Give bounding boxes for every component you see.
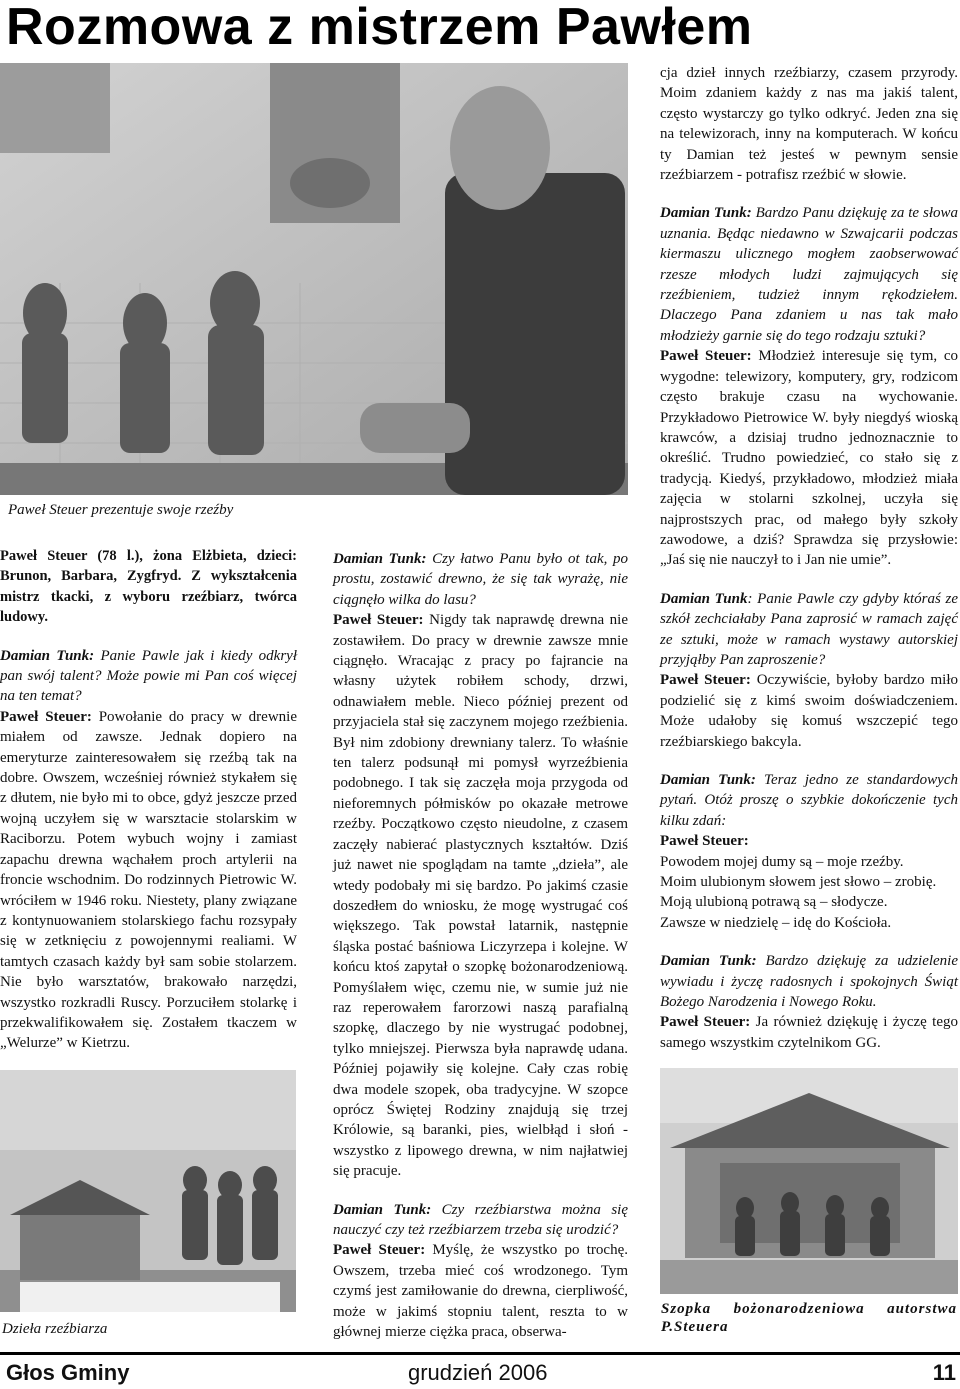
- footer-date: grudzień 2006: [408, 1360, 548, 1385]
- footer-page-number: 11: [932, 1360, 956, 1385]
- photo-caption-bottom-right-text: Szopka bożonarodzeniowa autorstwa P.Steuera: [661, 1301, 957, 1335]
- answer-3-speaker: Paweł Steuer:: [333, 1242, 426, 1259]
- question-3: [333, 1200, 628, 1241]
- photo-artist-image: [0, 63, 628, 495]
- question-7: [660, 951, 958, 1012]
- question-5-speaker: Damian Tunk: [660, 590, 748, 607]
- answer-2-text: Nigdy tak naprawdę drewna nie zostawiłem. Do pracy w drewnie zawsze mnie ciągnęło. Wracając z pracy po fajrancie na własny użytek robiłem schody, drzwi, odnawiałem meble. Nieco później prezent od przyjaciela stał się zaczynem mojego rzeźbienia. Był nim zdobiony drewniany talerz. To właśnie ten talerz podsunął mi pomysł wyrzeźbienia podobnego. I tak się zaczęła moja przygoda od nieforemnych półmisków po okazałe metrowe rzeźby. Początkowo często nieudolne, z czasem zaczęły nabierać plastycznych kształtów. Dziś już nawet nie spoglądam na tamte „dzieła”, ale wtedy podobały mi się bardzo. Po jakimś czasie doszedłem do wniosku, że mogę wystrugać coś większego. Tak powstał latarnik, następnie śląska postać baśniowa Liczyrzepa i kolejne. W końcu ktoś zapytał o szopkę bożonarodzeniową. Pomyślałem więc, czemu nie, w sumie już nie raz reperowałem farorzowi naszą parafialną szopkę, dlaczego by nie wystrugać podobnej, tylko mniejszej. Pierwsza była naprawdę udana. Później pojawiły się kolejne. Cały czas robię dwa modele szopek, oba tradycyjne. W szopce oprócz Świętej Rodziny znajdują się trzej Królowie, są baranki, pies, wielbłąd i słoń - wszystko z lipowego drewna, w nim najłatwiej się pracuje.: [333, 612, 628, 1180]
- question-6-text: Teraz jedno ze standardowych pytań. Otóż proszę o szybkie dokończenie tych kilku zdań:: [660, 772, 958, 829]
- answer-2: [333, 610, 628, 1181]
- question-1-text: Panie Pawle jak i kiedy odkrył pan swój talent? Może powie mi Pan coś więcej na ten temat?: [0, 647, 298, 705]
- question-7-text: Bardzo dziękuję za udzielenie wywiadu i życzę radosnych i spokojnych Świąt Bożego Narodzenia i Nowego Roku.: [660, 953, 959, 1011]
- answer-3-continued: cja dzieł innych rzeźbiarzy, czasem przyrody. Moim zdaniem każdy z nas ma jakiś talent, często wystarczy go tylko odkryć. Jeden zna się na telewizorach, inny na komputerach. W końcu ty Damian też jesteś w pewnym sensie rzeźbiarzem - potrafisz rzeźbić w słowie.: [660, 65, 958, 184]
- question-5-text: : Panie Pawle czy gdyby któraś ze szkół zechciałaby Pana zaprosić w ramach zajęć ze sztuki, może w ramach wystawy autorskiej przyjąłby Pan zaproszenie?: [660, 590, 958, 668]
- column-2: [333, 549, 628, 1342]
- photo-sculptures-image: [0, 1070, 296, 1312]
- page-footer: [0, 1352, 960, 1389]
- answer-6-line-2: Moim ulubionym słowem jest słowo – zrobię.: [660, 874, 937, 891]
- intro-paragraph: Paweł Steuer (78 l.), żona Elżbieta, dzieci: Brunon, Barbara, Zygfryd. Z wykształcenia mistrz tkacki, z wyboru rzeźbiarz, twórca ludowy.: [0, 548, 297, 626]
- question-4-text: Bardzo Panu dziękuję za te słowa uznania. Będąc niedawno w Szwajcarii podczas kiermaszu ulicznego mogłem zaobserwować rzesze młodych ludzi zajmujących się rzeźbieniem, tudzież innym rękodziełem. Dlaczego Pana zdaniem u nas tak mało młodzieży garnie się do tego rodzaju sztuki?: [660, 205, 958, 344]
- column-3: [660, 63, 958, 1053]
- photo-nativity-image: [660, 1068, 958, 1294]
- question-6-speaker: Damian Tunk:: [660, 772, 756, 788]
- answer-6-line-4: Zawsze w niedzielę – idę do Kościoła.: [660, 914, 892, 931]
- question-6: [660, 770, 958, 831]
- photo-nativity-scene: [660, 1068, 958, 1294]
- answer-6: [660, 831, 958, 933]
- question-2-text: Czy łatwo Panu było ot tak, po prostu, zostawić drewno, że się tak wyrażę, nie ciągnęło wilka do lasu?: [333, 551, 628, 608]
- answer-3-text: Myślę, że wszystko po trochę. Owszem, trzeba mieć coś wrodzonego. Tym czymś jest zamiłowanie do drewna, cierpliwość, może w jakimś stopniu talent, reszta to w głównej mierze ciężka praca, obserwa-: [333, 1242, 628, 1341]
- answer-5: [660, 670, 958, 752]
- photo-caption-top: Paweł Steuer prezentuje swoje rzeźby: [8, 502, 234, 518]
- answer-1: [0, 707, 297, 1054]
- answer-6-speaker: Paweł Steuer:: [660, 833, 749, 850]
- answer-5-text: Oczywiście, byłoby bardzo miło podzielić się z kimś swoim doświadczeniem. Może udałoby się komuś wszczepić tego rzeźbiarskiego bakcyla.: [660, 672, 959, 750]
- question-3-speaker: Damian Tunk:: [333, 1201, 432, 1218]
- answer-4: [660, 346, 958, 570]
- answer-1-text: Powołanie do pracy w drewnie miałem od zawsze. Jednak dopiero na emeryturze zainteresowałem się rzeźbą tak na dobre. Owszem, wcześniej również stykałem się z dłutem, nie było mi to obce, gdyż jeszcze przed wojną uczyłem się w warsztacie stolarskim w Raciborzu. Potem wybuch wojny i zamiast zapachu drewna wąchałem proch artylerii na froncie wschodnim. Do rodzinnych Pietrowic W. wróciłem w 1946 roku. Niestety, plany związane z kontynuowaniem stolarskiego fachu rozsypały się w zetknięciu z powojennymi realiami. W tamtych czasach każdy był sam sobie stolarzem. Nie było warsztatów, brakowało narzędzi, wszystko rozkradli Ruscy. Porzuciłem stolarkę i przekwalifikowałem się. Zostałem tkaczem w „Welurze” w Kietrzu.: [0, 708, 297, 1052]
- question-7-speaker: Damian Tunk:: [660, 953, 757, 970]
- question-2-speaker: Damian Tunk:: [333, 551, 427, 567]
- footer-rule: [0, 1352, 960, 1355]
- answer-6-line-1: Powodem mojej dumy są – moje rzeźby.: [660, 853, 904, 870]
- answer-7: [660, 1012, 958, 1053]
- answer-2-speaker: Paweł Steuer:: [333, 612, 424, 629]
- photo-sculptures: [0, 1070, 296, 1312]
- question-4-speaker: Damian Tunk:: [660, 205, 752, 222]
- photo-artist-with-sculptures: [0, 63, 628, 495]
- answer-4-text: Młodzież interesuje się tym, co wygodne: telewizory, komputery, gry, rodzicom często brakuje czasu na wychowanie. Przykładowo Pietrowice W. były niegdyś wioską krawców, a dzisiaj trudno jednoznacznie to określić. Trudno powiedzieć, co stało się z tradycją. Kiedyś, przykładowo, młodzież miała zajęcia w stolarni szkolnej, uczyła się najprostszych prac, od małego były szkoły zawodowe, a dziś? Sprawdza się przysłowie: „Jaś się nie nauczył to i Jan nie umie”.: [660, 348, 959, 569]
- question-4: [660, 203, 958, 346]
- answer-5-speaker: Paweł Steuer:: [660, 672, 751, 689]
- question-1: [0, 646, 297, 707]
- answer-6-line-3: Moją ulubioną potrawą są – słodycze.: [660, 894, 888, 911]
- question-1-speaker: Damian Tunk:: [0, 647, 95, 664]
- column-1: [0, 546, 297, 1054]
- article-title: Rozmowa z mistrzem Pawłem: [6, 0, 753, 56]
- photo-caption-bottom-left: Dzieła rzeźbiarza: [2, 1321, 108, 1337]
- question-2: [333, 549, 628, 610]
- answer-7-text: Ja również dziękuję i życzę tego samego wszystkim czytelnikom GG.: [660, 1014, 958, 1051]
- answer-4-speaker: Paweł Steuer:: [660, 348, 752, 365]
- answer-7-speaker: Paweł Steuer:: [660, 1014, 751, 1031]
- question-3-text: Czy rzeźbiarstwa można się nauczyć czy też rzeźbiarzem trzeba się urodzić?: [333, 1201, 628, 1238]
- answer-1-speaker: Paweł Steuer:: [0, 708, 92, 725]
- answer-3: [333, 1240, 628, 1342]
- question-5: [660, 589, 958, 671]
- photo-caption-bottom-right: [661, 1300, 957, 1336]
- footer-publication: Głos Gminy: [6, 1360, 130, 1385]
